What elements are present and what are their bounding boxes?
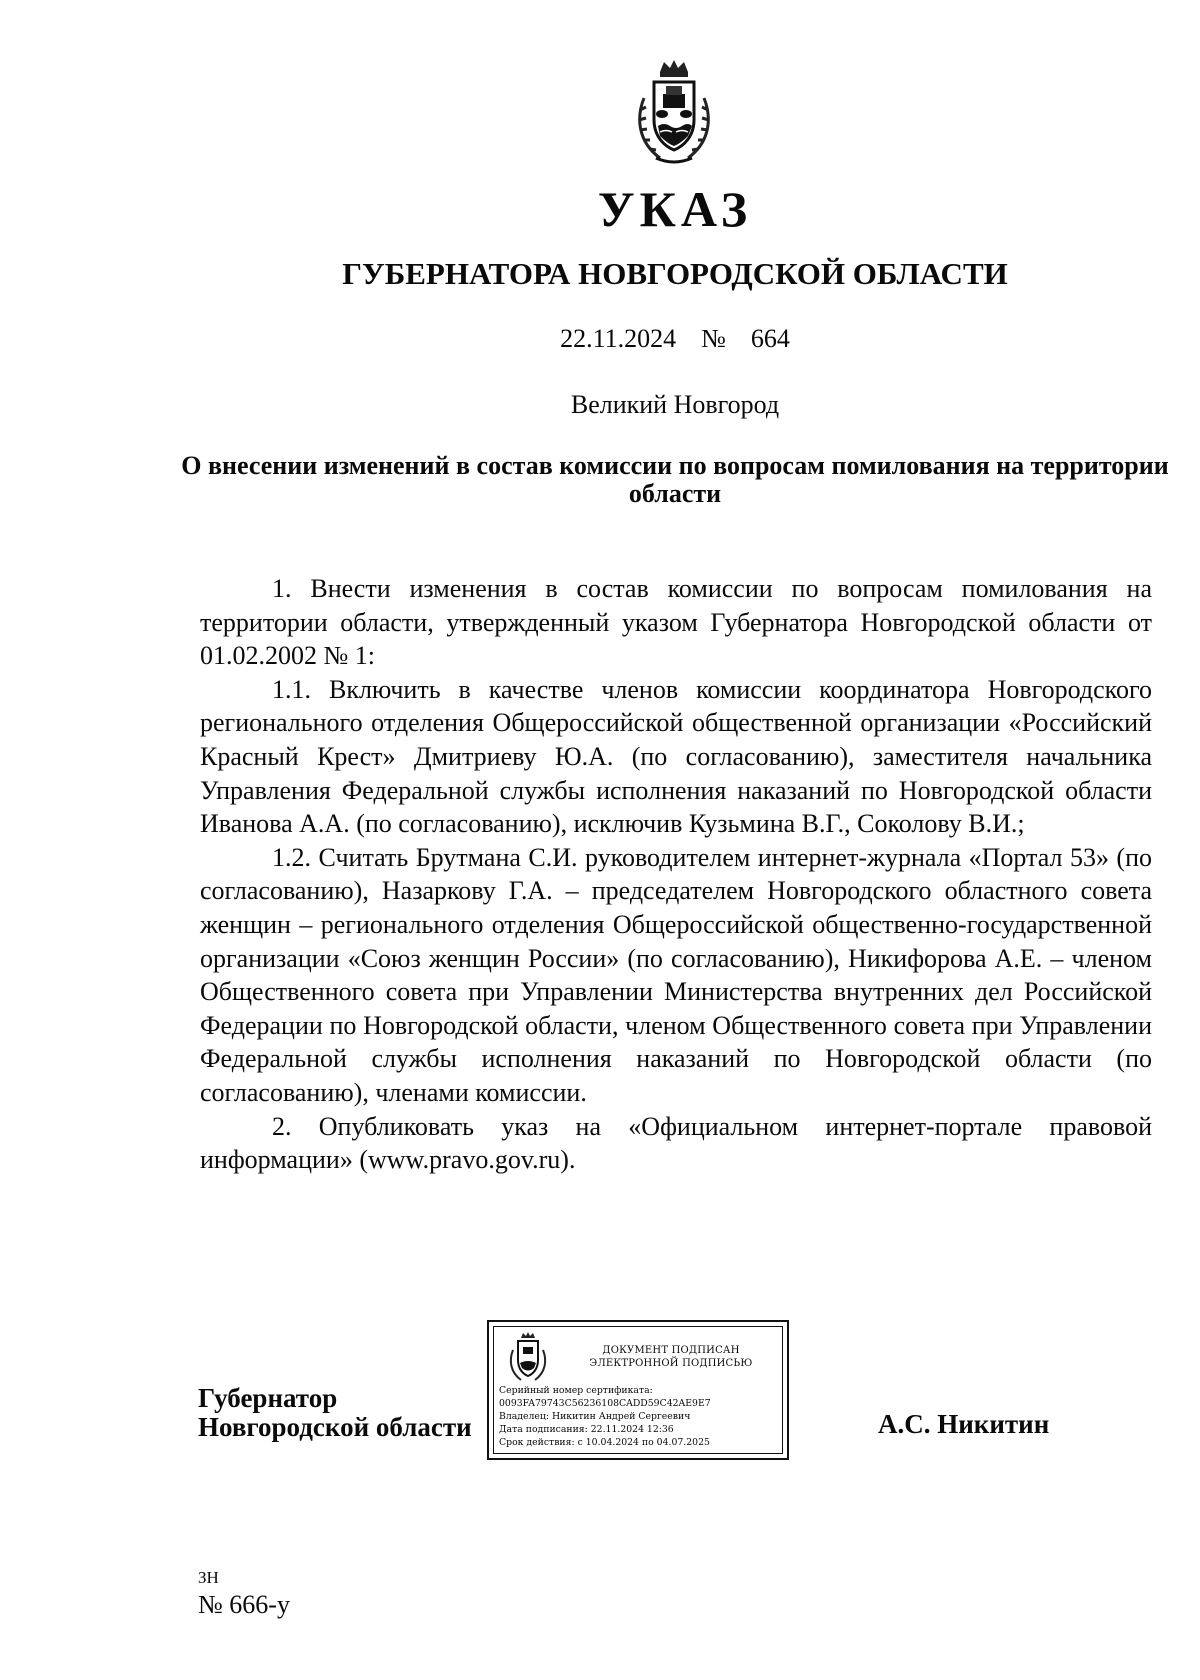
signatory-position-line: Новгородской области: [198, 1412, 472, 1442]
certificate-validity: Срок действия: с 10.04.2024 по 04.07.2025: [499, 1437, 710, 1448]
paragraph: 2. Опубликовать указ на «Официальном интернет-портале правовой информации» (www.pravo.gov.ru).: [200, 1111, 1152, 1175]
signer-name: А.С. Никитин: [878, 1409, 1050, 1439]
stamp-header: [559, 1344, 783, 1370]
paragraph: 1. Внести изменения в состав комиссии по вопросам помилования на территории области, утвержденный указом Губернатора Новгородской области от 01.02.2002 № 1:: [200, 574, 1152, 671]
paragraph: 1.2. Считать Брутмана С.И. руководителем интернет-журнала «Портал 53» (по согласованию), Назаркову Г.А. – председателем Новгородского областного совета женщин – регионального отделения Общероссийской общественно-государственной организации «Союз женщин России» (по согласованию), Никифорова А.Е. – членом Общественного совета при Управлении Министерства внутренних дел Российской Федерации по Новгородской области, членом Общественного совета при Управлении Федеральной службы исполнения наказаний по Новгородской области (по согласованию), членами комиссии.: [200, 842, 1152, 1107]
city-name: Великий Новгород: [570, 390, 780, 419]
coat-of-arms-icon: [630, 58, 718, 170]
document-title: УКАЗ: [597, 181, 753, 237]
signatory-position: [198, 1384, 472, 1442]
stamp-header-line: ДОКУМЕНТ ПОДПИСАН: [602, 1345, 740, 1356]
document-heading: О внесении изменений в состав комиссии по вопросам помилования на территории области: [181, 451, 1169, 508]
certificate-number: 0093FA79743C56236108CADD59C42AE9E7: [499, 1398, 711, 1409]
stamp-header-line: ЭЛЕКТРОННОЙ ПОДПИСЬЮ: [589, 1358, 753, 1369]
stamp-details: [499, 1384, 783, 1449]
signatory-position-line: Губернатор: [198, 1383, 338, 1413]
stamp-coat-of-arms-icon: [507, 1332, 549, 1384]
document-body: [200, 572, 1152, 1177]
certificate-label: Серийный номер сертификата:: [499, 1385, 653, 1396]
executor-code: ЗН: [198, 1568, 219, 1587]
certificate-owner: Владелец: Никитин Андрей Сергеевич: [499, 1411, 691, 1422]
registration-number: № 666-у: [198, 1590, 290, 1619]
signing-date: Дата подписания: 22.11.2024 12:36: [499, 1424, 674, 1435]
paragraph: 1.1. Включить в качестве членов комиссии координатора Новгородского регионального отделения Общероссийской общественной организации «Российский Красный Крест» Дмитриеву Ю.А. (по согласованию), заместителя начальника Управления Федеральной службы исполнения наказаний по Новгородской области Иванова А.А. (по согласованию), исключив Кузьмина В.Г., Соколову В.И.;: [200, 674, 1152, 839]
date-and-number: 22.11.2024 № 664: [560, 324, 790, 353]
document-subtitle: ГУБЕРНАТОРА НОВГОРОДСКОЙ ОБЛАСТИ: [342, 256, 1008, 291]
electronic-signature-stamp: [487, 1320, 789, 1460]
